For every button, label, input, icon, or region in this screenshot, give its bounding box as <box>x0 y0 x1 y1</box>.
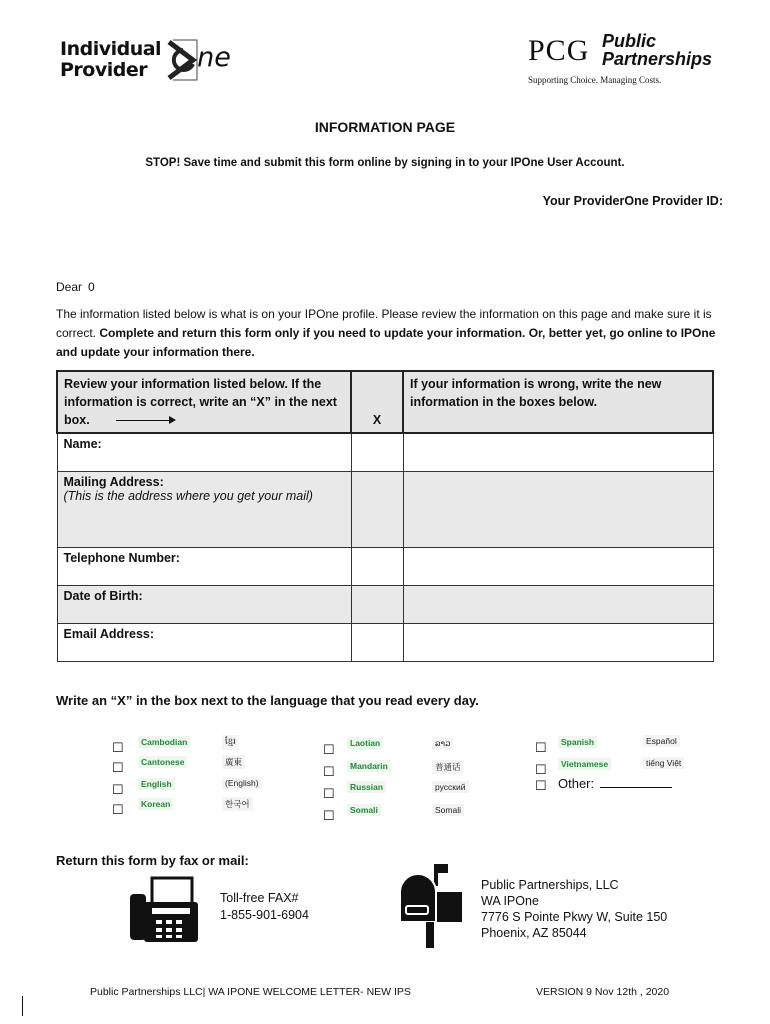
intro-plain: The information listed below is what is on your IPOne profile. Please review the information on this page and make sure it is correct. <box>56 307 712 340</box>
other-label: Other: <box>558 776 595 791</box>
lang-english: English <box>138 778 175 790</box>
lang-cantonese-native: 廣東 <box>222 755 245 769</box>
other-language-input[interactable] <box>600 787 672 788</box>
checkbox-mandarin[interactable]: ☐ <box>323 764 335 779</box>
logo-one-text: ne <box>197 42 231 73</box>
footer-left: Public Partnerships LLC| WA IPONE WELCOME LETTER- NEW IPS <box>90 986 411 998</box>
logo-public: Public <box>602 31 657 51</box>
fax-info <box>220 890 309 924</box>
lang-cambodian: Cambodian <box>138 736 190 748</box>
lang-korean: Korean <box>138 798 173 810</box>
lang-laotian: Laotian <box>347 737 383 749</box>
lang-cambodian-native: ខ្មែរ <box>222 735 239 750</box>
pcg-text: PCG <box>528 34 590 67</box>
address-line-1: Public Partnerships, LLC <box>481 878 619 892</box>
lang-cantonese: Cantonese <box>138 756 187 768</box>
mailing-address-note: (This is the address where you get your mail) <box>63 488 313 503</box>
lang-vietnamese-native: tiếng Việt <box>643 757 684 769</box>
dear-name: 0 <box>88 280 95 294</box>
checkbox-other[interactable]: ☐ <box>535 778 547 793</box>
table-head-update: If your information is wrong, write the new information in the boxes below. <box>403 371 713 433</box>
checkbox-english[interactable]: ☐ <box>112 782 124 797</box>
table-head-x: X <box>351 371 403 433</box>
date-of-birth-update-box[interactable] <box>403 585 713 623</box>
intro-bold: Complete and return this form only if you need to update your information. Or, better yet, go online to IPOne and update your information there. <box>56 326 716 359</box>
lang-somali: Somali <box>347 804 381 816</box>
logo-tagline: Supporting Choice. Managing Costs. <box>528 75 662 85</box>
mailing-address <box>481 877 667 941</box>
return-heading: Return this form by fax or mail: <box>56 853 249 868</box>
checkbox-vietnamese[interactable]: ☐ <box>535 762 547 777</box>
fax-number: 1-855-901-6904 <box>220 908 309 922</box>
checkbox-laotian[interactable]: ☐ <box>323 742 335 757</box>
pcg-public-partnerships-logo <box>528 30 728 86</box>
logo-line-individual: Individual <box>60 38 162 60</box>
other-language <box>558 776 672 791</box>
individual-provider-one-logo <box>60 36 230 84</box>
row-label-email: Email Address: <box>57 623 351 661</box>
lang-mandarin-native: 普通话 <box>432 760 464 774</box>
fax-machine-icon <box>126 876 200 944</box>
checkbox-somali[interactable]: ☐ <box>323 808 335 823</box>
provider-id-label: Your ProviderOne Provider ID: <box>542 194 723 208</box>
stop-notice: STOP! Save time and submit this form online by signing in to your IPOne User Account. <box>145 157 625 169</box>
checkbox-cantonese[interactable]: ☐ <box>112 760 124 775</box>
table-head-review: Review your information listed below. If the information is correct, write an “X” in the next box. <box>57 371 351 433</box>
lang-vietnamese: Vietnamese <box>558 758 611 770</box>
mailing-address-confirm-box[interactable] <box>351 471 403 547</box>
lang-somali-native: Somali <box>432 804 464 816</box>
row-label-mailing-address: Mailing Address: (This is the address where you get your mail) <box>57 471 351 547</box>
row-label-telephone: Telephone Number: <box>57 547 351 585</box>
address-line-4: Phoenix, AZ 85044 <box>481 926 587 940</box>
salutation <box>56 280 95 294</box>
logo-partnerships: Partnerships <box>602 49 713 69</box>
address-line-3: 7776 S Pointe Pkwy W, Suite 150 <box>481 910 668 924</box>
name-update-box[interactable] <box>403 433 713 471</box>
checkbox-korean[interactable]: ☐ <box>112 802 124 817</box>
mailbox-icon <box>396 862 468 948</box>
text-cursor <box>22 996 23 1016</box>
lang-spanish-native: Español <box>643 735 680 747</box>
footer-right: VERSION 9 Nov 12th , 2020 <box>536 986 670 998</box>
page-title: INFORMATION PAGE <box>314 119 456 135</box>
logo-line-provider: Provider <box>60 59 148 81</box>
lang-russian: Russian <box>347 781 386 793</box>
telephone-confirm-box[interactable] <box>351 547 403 585</box>
lang-korean-native: 한국어 <box>222 797 253 811</box>
row-label-name: Name: <box>57 433 351 471</box>
ipone-mark <box>165 38 229 82</box>
lang-spanish: Spanish <box>558 736 597 748</box>
arrow-right-icon <box>116 420 174 421</box>
telephone-update-box[interactable] <box>403 547 713 585</box>
row-label-date-of-birth: Date of Birth: <box>57 585 351 623</box>
language-heading: Write an “X” in the box next to the language that you read every day. <box>56 693 479 708</box>
lang-mandarin: Mandarin <box>347 760 391 772</box>
lang-russian-native: русский <box>432 781 469 793</box>
lang-english-native: (English) <box>222 777 262 789</box>
checkbox-spanish[interactable]: ☐ <box>535 740 547 755</box>
name-confirm-box[interactable] <box>351 433 403 471</box>
mailing-address-update-box[interactable] <box>403 471 713 547</box>
fax-label: Toll-free FAX# <box>220 891 299 905</box>
checkbox-russian[interactable]: ☐ <box>323 786 335 801</box>
information-table <box>56 370 714 662</box>
lang-laotian-native: ລາວ <box>432 737 453 750</box>
intro-paragraph <box>56 305 716 362</box>
checkbox-cambodian[interactable]: ☐ <box>112 740 124 755</box>
email-confirm-box[interactable] <box>351 623 403 661</box>
date-of-birth-confirm-box[interactable] <box>351 585 403 623</box>
email-update-box[interactable] <box>403 623 713 661</box>
address-line-2: WA IPOne <box>481 894 539 908</box>
dear-label: Dear <box>56 280 83 294</box>
